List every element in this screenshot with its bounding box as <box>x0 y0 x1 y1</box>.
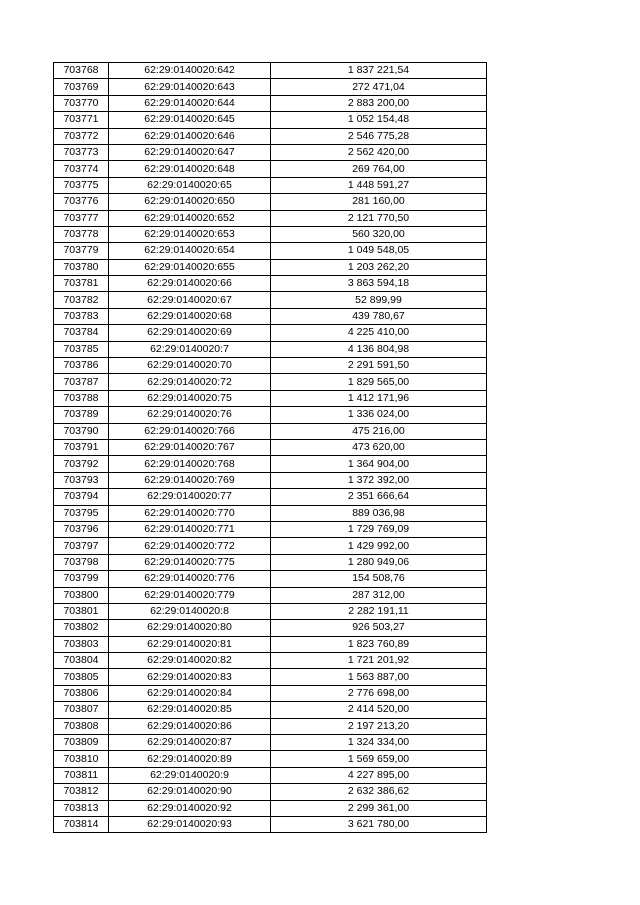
value-cell: 1 364 904,00 <box>271 456 487 472</box>
cadastral-number-cell: 62:29:0140020:767 <box>109 439 271 455</box>
table-row <box>54 259 487 275</box>
table-row <box>54 144 487 160</box>
value-cell: 2 299 361,00 <box>271 800 487 816</box>
row-number-cell: 703792 <box>54 456 109 472</box>
value-cell: 2 883 200,00 <box>271 95 487 111</box>
row-number-cell: 703798 <box>54 554 109 570</box>
row-number-cell: 703812 <box>54 784 109 800</box>
cadastral-number-cell: 62:29:0140020:75 <box>109 390 271 406</box>
row-number-cell: 703801 <box>54 603 109 619</box>
table-row <box>54 505 487 521</box>
row-number-cell: 703790 <box>54 423 109 439</box>
table-row <box>54 390 487 406</box>
row-number-cell: 703776 <box>54 194 109 210</box>
row-number-cell: 703813 <box>54 800 109 816</box>
table-row <box>54 407 487 423</box>
row-number-cell: 703777 <box>54 210 109 226</box>
row-number-cell: 703783 <box>54 308 109 324</box>
table-row <box>54 636 487 652</box>
row-number-cell: 703809 <box>54 735 109 751</box>
row-number-cell: 703779 <box>54 243 109 259</box>
row-number-cell: 703791 <box>54 439 109 455</box>
table-row <box>54 620 487 636</box>
value-cell: 1 203 262,20 <box>271 259 487 275</box>
table-row <box>54 243 487 259</box>
cadastral-number-cell: 62:29:0140020:768 <box>109 456 271 472</box>
value-cell: 1 823 760,89 <box>271 636 487 652</box>
table-row <box>54 702 487 718</box>
value-cell: 1 563 887,00 <box>271 669 487 685</box>
cadastral-number-cell: 62:29:0140020:66 <box>109 276 271 292</box>
cadastral-number-cell: 62:29:0140020:80 <box>109 620 271 636</box>
table-row <box>54 653 487 669</box>
cadastral-number-cell: 62:29:0140020:655 <box>109 259 271 275</box>
row-number-cell: 703785 <box>54 341 109 357</box>
cadastral-number-cell: 62:29:0140020:645 <box>109 112 271 128</box>
row-number-cell: 703799 <box>54 571 109 587</box>
cadastral-number-cell: 62:29:0140020:93 <box>109 816 271 832</box>
value-cell: 2 562 420,00 <box>271 144 487 160</box>
value-cell: 926 503,27 <box>271 620 487 636</box>
value-cell: 2 776 698,00 <box>271 685 487 701</box>
cadastral-number-cell: 62:29:0140020:650 <box>109 194 271 210</box>
cadastral-number-cell: 62:29:0140020:642 <box>109 63 271 79</box>
table-row <box>54 423 487 439</box>
table-row <box>54 308 487 324</box>
row-number-cell: 703771 <box>54 112 109 128</box>
cadastral-number-cell: 62:29:0140020:643 <box>109 79 271 95</box>
table-row <box>54 816 487 832</box>
value-cell: 3 621 780,00 <box>271 816 487 832</box>
value-cell: 1 569 659,00 <box>271 751 487 767</box>
cadastral-number-cell: 62:29:0140020:92 <box>109 800 271 816</box>
value-cell: 4 227 895,00 <box>271 767 487 783</box>
cadastral-number-cell: 62:29:0140020:653 <box>109 226 271 242</box>
cadastral-number-cell: 62:29:0140020:9 <box>109 767 271 783</box>
cadastral-number-cell: 62:29:0140020:86 <box>109 718 271 734</box>
value-cell: 2 121 770,50 <box>271 210 487 226</box>
value-cell: 3 863 594,18 <box>271 276 487 292</box>
value-cell: 1 280 949,06 <box>271 554 487 570</box>
value-cell: 1 324 334,00 <box>271 735 487 751</box>
value-cell: 1 829 565,00 <box>271 374 487 390</box>
cadastral-number-cell: 62:29:0140020:772 <box>109 538 271 554</box>
value-cell: 1 729 769,09 <box>271 521 487 537</box>
row-number-cell: 703805 <box>54 669 109 685</box>
table-row <box>54 456 487 472</box>
cadastral-number-cell: 62:29:0140020:68 <box>109 308 271 324</box>
value-cell: 272 471,04 <box>271 79 487 95</box>
cadastral-number-cell: 62:29:0140020:776 <box>109 571 271 587</box>
cadastral-number-cell: 62:29:0140020:7 <box>109 341 271 357</box>
row-number-cell: 703797 <box>54 538 109 554</box>
value-cell: 2 197 213,20 <box>271 718 487 734</box>
table-row <box>54 341 487 357</box>
cadastral-number-cell: 62:29:0140020:647 <box>109 144 271 160</box>
table-row <box>54 735 487 751</box>
row-number-cell: 703807 <box>54 702 109 718</box>
value-cell: 1 721 201,92 <box>271 653 487 669</box>
row-number-cell: 703788 <box>54 390 109 406</box>
table-row <box>54 112 487 128</box>
table-row <box>54 226 487 242</box>
table-row <box>54 79 487 95</box>
cadastral-number-cell: 62:29:0140020:779 <box>109 587 271 603</box>
row-number-cell: 703769 <box>54 79 109 95</box>
value-cell: 4 225 410,00 <box>271 325 487 341</box>
row-number-cell: 703789 <box>54 407 109 423</box>
table-row <box>54 685 487 701</box>
cadastral-number-cell: 62:29:0140020:83 <box>109 669 271 685</box>
cadastral-number-cell: 62:29:0140020:69 <box>109 325 271 341</box>
row-number-cell: 703778 <box>54 226 109 242</box>
row-number-cell: 703808 <box>54 718 109 734</box>
value-cell: 475 216,00 <box>271 423 487 439</box>
value-cell: 560 320,00 <box>271 226 487 242</box>
cadastral-number-cell: 62:29:0140020:84 <box>109 685 271 701</box>
table-row <box>54 538 487 554</box>
cadastral-number-cell: 62:29:0140020:77 <box>109 489 271 505</box>
row-number-cell: 703772 <box>54 128 109 144</box>
cadastral-number-cell: 62:29:0140020:85 <box>109 702 271 718</box>
value-cell: 1 049 548,05 <box>271 243 487 259</box>
table-row <box>54 63 487 79</box>
table-row <box>54 554 487 570</box>
row-number-cell: 703786 <box>54 358 109 374</box>
cadastral-number-cell: 62:29:0140020:67 <box>109 292 271 308</box>
row-number-cell: 703787 <box>54 374 109 390</box>
row-number-cell: 703814 <box>54 816 109 832</box>
table-row <box>54 210 487 226</box>
row-number-cell: 703768 <box>54 63 109 79</box>
row-number-cell: 703804 <box>54 653 109 669</box>
value-cell: 2 546 775,28 <box>271 128 487 144</box>
value-cell: 1 412 171,96 <box>271 390 487 406</box>
value-cell: 889 036,98 <box>271 505 487 521</box>
row-number-cell: 703773 <box>54 144 109 160</box>
cadastral-number-cell: 62:29:0140020:82 <box>109 653 271 669</box>
cadastral-number-cell: 62:29:0140020:8 <box>109 603 271 619</box>
row-number-cell: 703775 <box>54 177 109 193</box>
value-cell: 154 508,76 <box>271 571 487 587</box>
row-number-cell: 703795 <box>54 505 109 521</box>
cadastral-number-cell: 62:29:0140020:65 <box>109 177 271 193</box>
table-row <box>54 603 487 619</box>
value-cell: 1 837 221,54 <box>271 63 487 79</box>
row-number-cell: 703782 <box>54 292 109 308</box>
table-row <box>54 358 487 374</box>
row-number-cell: 703803 <box>54 636 109 652</box>
row-number-cell: 703806 <box>54 685 109 701</box>
value-cell: 281 160,00 <box>271 194 487 210</box>
cadastral-number-cell: 62:29:0140020:89 <box>109 751 271 767</box>
value-cell: 269 764,00 <box>271 161 487 177</box>
row-number-cell: 703794 <box>54 489 109 505</box>
row-number-cell: 703784 <box>54 325 109 341</box>
cadastral-number-cell: 62:29:0140020:87 <box>109 735 271 751</box>
table-row <box>54 751 487 767</box>
table-row <box>54 292 487 308</box>
cadastral-number-cell: 62:29:0140020:81 <box>109 636 271 652</box>
row-number-cell: 703780 <box>54 259 109 275</box>
cadastral-number-cell: 62:29:0140020:654 <box>109 243 271 259</box>
table-row <box>54 489 487 505</box>
table-row <box>54 718 487 734</box>
cadastral-number-cell: 62:29:0140020:90 <box>109 784 271 800</box>
value-cell: 2 291 591,50 <box>271 358 487 374</box>
row-number-cell: 703781 <box>54 276 109 292</box>
table-row <box>54 800 487 816</box>
table-body <box>54 63 487 833</box>
table-row <box>54 784 487 800</box>
table-row <box>54 276 487 292</box>
table-row <box>54 95 487 111</box>
value-cell: 2 632 386,62 <box>271 784 487 800</box>
value-cell: 2 282 191,11 <box>271 603 487 619</box>
value-cell: 473 620,00 <box>271 439 487 455</box>
row-number-cell: 703802 <box>54 620 109 636</box>
table-row <box>54 374 487 390</box>
row-number-cell: 703811 <box>54 767 109 783</box>
row-number-cell: 703800 <box>54 587 109 603</box>
cadastral-number-cell: 62:29:0140020:70 <box>109 358 271 374</box>
value-cell: 1 372 392,00 <box>271 472 487 488</box>
cadastral-number-cell: 62:29:0140020:76 <box>109 407 271 423</box>
value-cell: 1 448 591,27 <box>271 177 487 193</box>
value-cell: 2 414 520,00 <box>271 702 487 718</box>
cadastral-number-cell: 62:29:0140020:766 <box>109 423 271 439</box>
value-cell: 1 336 024,00 <box>271 407 487 423</box>
cadastral-number-cell: 62:29:0140020:652 <box>109 210 271 226</box>
row-number-cell: 703770 <box>54 95 109 111</box>
table-row <box>54 194 487 210</box>
cadastral-number-cell: 62:29:0140020:648 <box>109 161 271 177</box>
value-cell: 52 899,99 <box>271 292 487 308</box>
table-row <box>54 325 487 341</box>
cadastral-number-cell: 62:29:0140020:770 <box>109 505 271 521</box>
row-number-cell: 703774 <box>54 161 109 177</box>
table-row <box>54 767 487 783</box>
cadastral-number-cell: 62:29:0140020:775 <box>109 554 271 570</box>
value-cell: 439 780,67 <box>271 308 487 324</box>
table-row <box>54 161 487 177</box>
row-number-cell: 703810 <box>54 751 109 767</box>
value-cell: 2 351 666,64 <box>271 489 487 505</box>
table-row <box>54 177 487 193</box>
cadastral-number-cell: 62:29:0140020:769 <box>109 472 271 488</box>
table-row <box>54 669 487 685</box>
value-cell: 4 136 804,98 <box>271 341 487 357</box>
table-row <box>54 587 487 603</box>
cadastral-number-cell: 62:29:0140020:72 <box>109 374 271 390</box>
table-row <box>54 439 487 455</box>
row-number-cell: 703796 <box>54 521 109 537</box>
value-cell: 1 429 992,00 <box>271 538 487 554</box>
cadastral-number-cell: 62:29:0140020:644 <box>109 95 271 111</box>
row-number-cell: 703793 <box>54 472 109 488</box>
value-cell: 1 052 154,48 <box>271 112 487 128</box>
table-row <box>54 472 487 488</box>
table-row <box>54 571 487 587</box>
cadastral-number-cell: 62:29:0140020:646 <box>109 128 271 144</box>
table-row <box>54 521 487 537</box>
data-table <box>53 62 487 833</box>
value-cell: 287 312,00 <box>271 587 487 603</box>
table-row <box>54 128 487 144</box>
cadastral-number-cell: 62:29:0140020:771 <box>109 521 271 537</box>
